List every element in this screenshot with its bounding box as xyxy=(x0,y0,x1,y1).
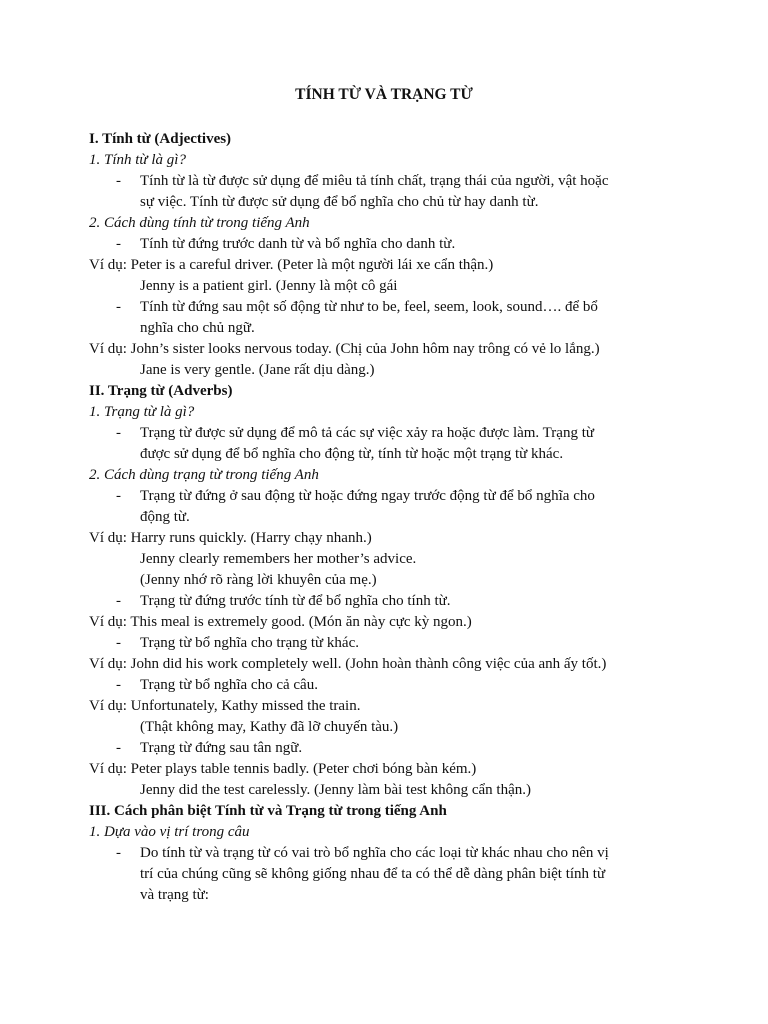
section-heading-adjectives: I. Tính từ (Adjectives) xyxy=(89,131,232,147)
section-heading-adverbs: II. Trạng từ (Adverbs) xyxy=(89,383,233,399)
example-line: Ví dụ: Peter is a careful driver. (Peter là một người lái xe cẩn thận.) xyxy=(89,257,494,273)
bullet-marker: - xyxy=(116,173,121,189)
example-line: (Thật không may, Kathy đã lỡ chuyến tàu.) xyxy=(140,719,399,735)
section-heading-comparison: III. Cách phân biệt Tính từ và Trạng từ trong tiếng Anh xyxy=(89,803,447,819)
bullet-marker: - xyxy=(116,425,121,441)
bullet-marker: - xyxy=(116,845,121,861)
example-line: Ví dụ: Unfortunately, Kathy missed the train. xyxy=(89,698,361,714)
example-line: Ví dụ: Harry runs quickly. (Harry chạy nhanh.) xyxy=(89,530,372,546)
bullet-marker: - xyxy=(116,677,121,693)
paragraph-line: Trạng từ đứng trước tính từ để bổ nghĩa cho tính từ. xyxy=(140,593,451,609)
example-line: Jane is very gentle. (Jane rất dịu dàng.) xyxy=(140,362,375,378)
example-line: Ví dụ: John did his work completely well. (John hoàn thành công việc của anh ấy tốt.) xyxy=(89,656,607,672)
bullet-marker: - xyxy=(116,299,121,315)
example-line: Ví dụ: Peter plays table tennis badly. (Peter chơi bóng bàn kém.) xyxy=(89,761,477,777)
paragraph-line: Trạng từ đứng sau tân ngữ. xyxy=(140,740,303,756)
example-line: Ví dụ: This meal is extremely good. (Món ăn này cực kỳ ngon.) xyxy=(89,614,472,630)
paragraph-line: Tính từ đứng trước danh từ và bổ nghĩa cho danh từ. xyxy=(140,236,456,252)
paragraph-line: Do tính từ và trạng từ có vai trò bổ nghĩa cho các loại từ khác nhau cho nên vị xyxy=(140,845,609,861)
bullet-marker: - xyxy=(116,635,121,651)
bullet-marker: - xyxy=(116,488,121,504)
paragraph-line: được sử dụng để bổ nghĩa cho động từ, tính từ hoặc một trạng từ khác. xyxy=(140,446,564,462)
example-line: Jenny clearly remembers her mother’s advice. xyxy=(140,551,417,567)
paragraph-line: động từ. xyxy=(140,509,190,525)
subheading-what-is-adjective: 1. Tính từ là gì? xyxy=(89,152,186,168)
subheading-adverb-usage: 2. Cách dùng trạng từ trong tiếng Anh xyxy=(89,467,319,483)
bullet-marker: - xyxy=(116,740,121,756)
example-line: Ví dụ: John’s sister looks nervous today. (Chị của John hôm nay trông có vẻ lo lắng.) xyxy=(89,341,600,357)
paragraph-line: Trạng từ đứng ở sau động từ hoặc đứng ngay trước động từ để bổ nghĩa cho xyxy=(140,488,595,504)
paragraph-line: Tính từ đứng sau một số động từ như to be, feel, seem, look, sound…. để bổ xyxy=(140,299,598,315)
paragraph-line: Trạng từ bổ nghĩa cho cả câu. xyxy=(140,677,318,693)
subheading-adjective-usage: 2. Cách dùng tính từ trong tiếng Anh xyxy=(89,215,310,231)
example-line: (Jenny nhớ rõ ràng lời khuyên của mẹ.) xyxy=(140,572,377,588)
paragraph-line: sự việc. Tính từ được sử dụng để bổ nghĩa cho chủ từ hay danh từ. xyxy=(140,194,539,210)
paragraph-line: nghĩa cho chủ ngữ. xyxy=(140,320,255,336)
example-line: Jenny did the test carelessly. (Jenny làm bài test không cẩn thận.) xyxy=(140,782,532,798)
bullet-marker: - xyxy=(116,593,121,609)
subheading-by-position: 1. Dựa vào vị trí trong câu xyxy=(89,824,250,840)
paragraph-line: trí của chúng cũng sẽ không giống nhau để ta có thể dễ dàng phân biệt tính từ xyxy=(140,866,606,882)
paragraph-line: Trạng từ bổ nghĩa cho trạng từ khác. xyxy=(140,635,360,651)
page-title: TÍNH TỪ VÀ TRẠNG TỪ xyxy=(295,86,473,103)
paragraph-line: và trạng từ: xyxy=(140,887,209,903)
bullet-marker: - xyxy=(116,236,121,252)
paragraph-line: Trạng từ được sử dụng để mô tả các sự việc xảy ra hoặc được làm. Trạng từ xyxy=(140,425,594,441)
example-line: Jenny is a patient girl. (Jenny là một cô gái xyxy=(140,278,398,294)
paragraph-line: Tính từ là từ được sử dụng để miêu tả tính chất, trạng thái của người, vật hoặc xyxy=(140,173,609,189)
subheading-what-is-adverb: 1. Trạng từ là gì? xyxy=(89,404,195,420)
